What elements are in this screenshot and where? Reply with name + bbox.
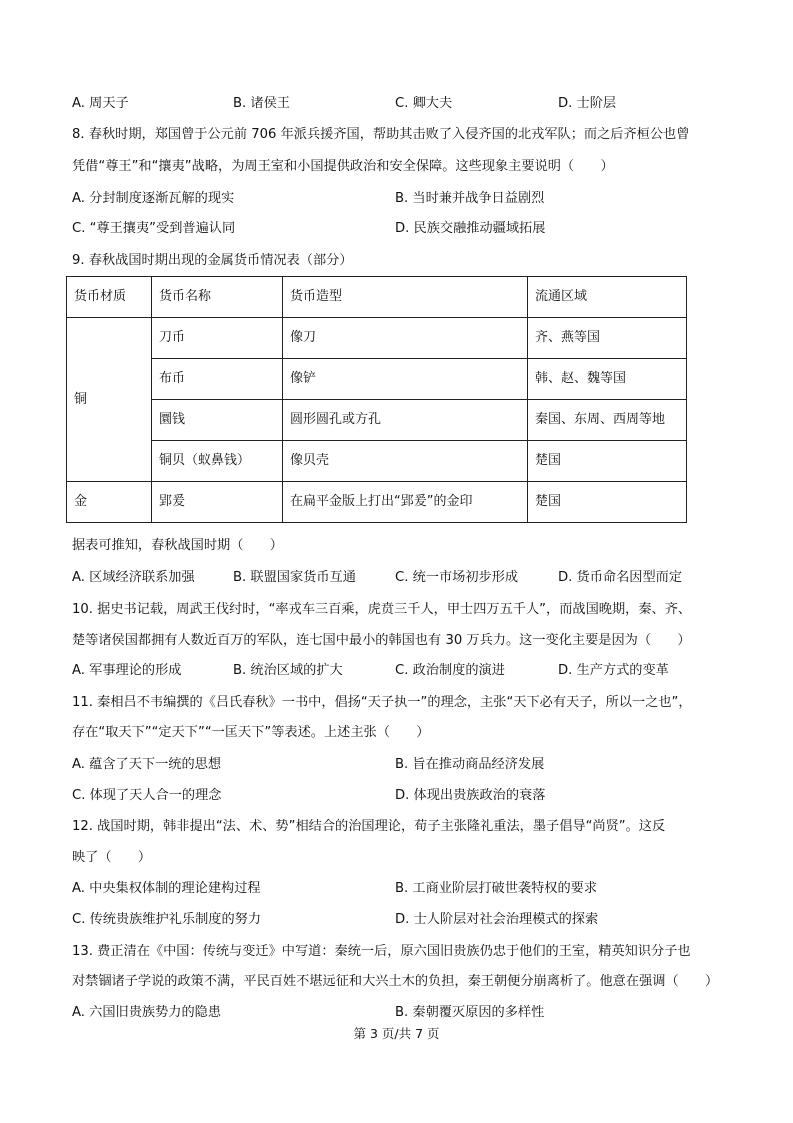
q9-option-c: C. 统一市场初步形成	[395, 570, 519, 585]
cell-shape: 像铲	[283, 359, 528, 400]
q10-option-d: D. 生产方式的变革	[558, 663, 669, 678]
table-row	[67, 441, 687, 482]
q12-option-d: D. 士人阶层对社会治理模式的探索	[395, 912, 599, 927]
q12-option-a: A. 中央集权体制的理论建构过程	[72, 881, 261, 896]
table-row	[67, 359, 687, 400]
cell-region: 秦国、东周、西周等地	[528, 400, 687, 441]
q11-stem-line-1: 11. 秦相吕不韦编撰的《吕氏春秋》一书中，倡扬“天子执一”的理念，主张“天下必有天子，所以一之也”，	[72, 695, 692, 710]
q8-option-b: B. 当时兼并战争日益剧烈	[395, 191, 545, 206]
table-row	[67, 400, 687, 441]
q10-option-a: A. 军事理论的形成	[72, 663, 182, 678]
cell-shape: 圆形圆孔或方孔	[283, 400, 528, 441]
cell-name: 铜贝（蚁鼻钱）	[152, 441, 283, 482]
cell-region: 韩、赵、魏等国	[528, 359, 687, 400]
q9-option-b: B. 联盟国家货币互通	[233, 570, 356, 585]
q13-stem-line-1: 13. 费正清在《中国：传统与变迁》中写道：秦统一后，原六国旧贵族仍忠于他们的王室，精英知识分子也	[72, 944, 691, 959]
q8-stem-line-1: 8. 春秋时期，郑国曾于公元前 706 年派兵援齐国，帮助其击败了入侵齐国的北戎军队；而之后齐桓公也曾	[72, 127, 690, 142]
q10-stem-line-2: 楚等诸侯国都拥有人数近百万的军队，连七国中最小的韩国也有 30 万兵力。这一变化主要是因为（ ）	[72, 633, 691, 648]
q13-stem-line-2: 对禁锢诸子学说的政策不满，平民百姓不堪远征和大兴土木的负担，秦王朝便分崩离析了。他意在强调（ ）	[72, 974, 719, 989]
cell-shape: 像刀	[283, 318, 528, 359]
header-region: 流通区域	[528, 277, 687, 318]
q13-option-b: B. 秦朝覆灭原因的多样性	[395, 1005, 545, 1020]
q12-stem-line-2: 映了（ ）	[72, 850, 152, 865]
q7-option-a: A. 周天子	[72, 96, 129, 111]
q8-stem-line-2: 凭借“尊王”和“攘夷”战略，为周王室和小国提供政治和安全保障。这些现象主要说明（ ）	[72, 159, 614, 174]
currency-table	[66, 276, 687, 523]
cell-region: 齐、燕等国	[528, 318, 687, 359]
q8-option-c: C. “尊王攘夷”受到普遍认同	[72, 221, 236, 236]
cell-region: 楚国	[528, 441, 687, 482]
q11-option-b: B. 旨在推动商品经济发展	[395, 757, 545, 772]
cell-name: 郢爰	[152, 482, 283, 523]
header-name: 货币名称	[152, 277, 283, 318]
q9-stem: 据表可推知，春秋战国时期（ ）	[72, 538, 283, 553]
table-row	[67, 482, 687, 523]
table-row	[67, 318, 687, 359]
cell-name: 圜钱	[152, 400, 283, 441]
q11-option-c: C. 体现了天人合一的理念	[72, 788, 222, 803]
q7-option-c: C. 卿大夫	[395, 96, 453, 111]
q11-option-d: D. 体现出贵族政治的衰落	[395, 788, 546, 803]
q7-option-d: D. 士阶层	[558, 96, 617, 111]
cell-name: 刀币	[152, 318, 283, 359]
header-shape: 货币造型	[283, 277, 528, 318]
header-material: 货币材质	[67, 277, 152, 318]
q9-option-d: D. 货币命名因型而定	[558, 570, 683, 585]
q10-stem-line-1: 10. 据史书记载，周武王伐纣时，“率戎车三百乘，虎贲三千人，甲士四万五千人”，而战国晚期，秦、齐、	[72, 602, 692, 617]
q7-option-b: B. 诸侯王	[233, 96, 290, 111]
q12-stem-line-1: 12. 战国时期，韩非提出“法、术、势”相结合的治国理论，荀子主张隆礼重法，墨子倡导“尚贤”。这反	[72, 819, 666, 834]
q10-option-c: C. 政治制度的演进	[395, 663, 505, 678]
material-copper: 铜	[67, 318, 152, 482]
q11-stem-line-2: 存在“取天下”“定天下”“一匡天下”等表述。上述主张（ ）	[72, 725, 430, 740]
q13-option-a: A. 六国旧贵族势力的隐患	[72, 1005, 222, 1020]
q11-option-a: A. 蕴含了天下一统的思想	[72, 757, 222, 772]
q8-option-d: D. 民族交融推动疆域拓展	[395, 221, 546, 236]
cell-region: 楚国	[528, 482, 687, 523]
cell-name: 布币	[152, 359, 283, 400]
cell-shape: 像贝壳	[283, 441, 528, 482]
q10-option-b: B. 统治区域的扩大	[233, 663, 343, 678]
material-gold: 金	[67, 482, 152, 523]
q8-option-a: A. 分封制度逐渐瓦解的现实	[72, 191, 235, 206]
cell-shape: 在扁平金版上打出“郢爰”的金印	[283, 482, 528, 523]
q12-option-c: C. 传统贵族维护礼乐制度的努力	[72, 912, 262, 927]
table-header-row	[67, 277, 687, 318]
q9-option-a: A. 区域经济联系加强	[72, 570, 195, 585]
page-number: 第 3 页/共 7 页	[353, 1026, 440, 1041]
q12-option-b: B. 工商业阶层打破世袭特权的要求	[395, 881, 598, 896]
q9-title: 9. 春秋战国时期出现的金属货币情况表（部分）	[72, 253, 353, 268]
